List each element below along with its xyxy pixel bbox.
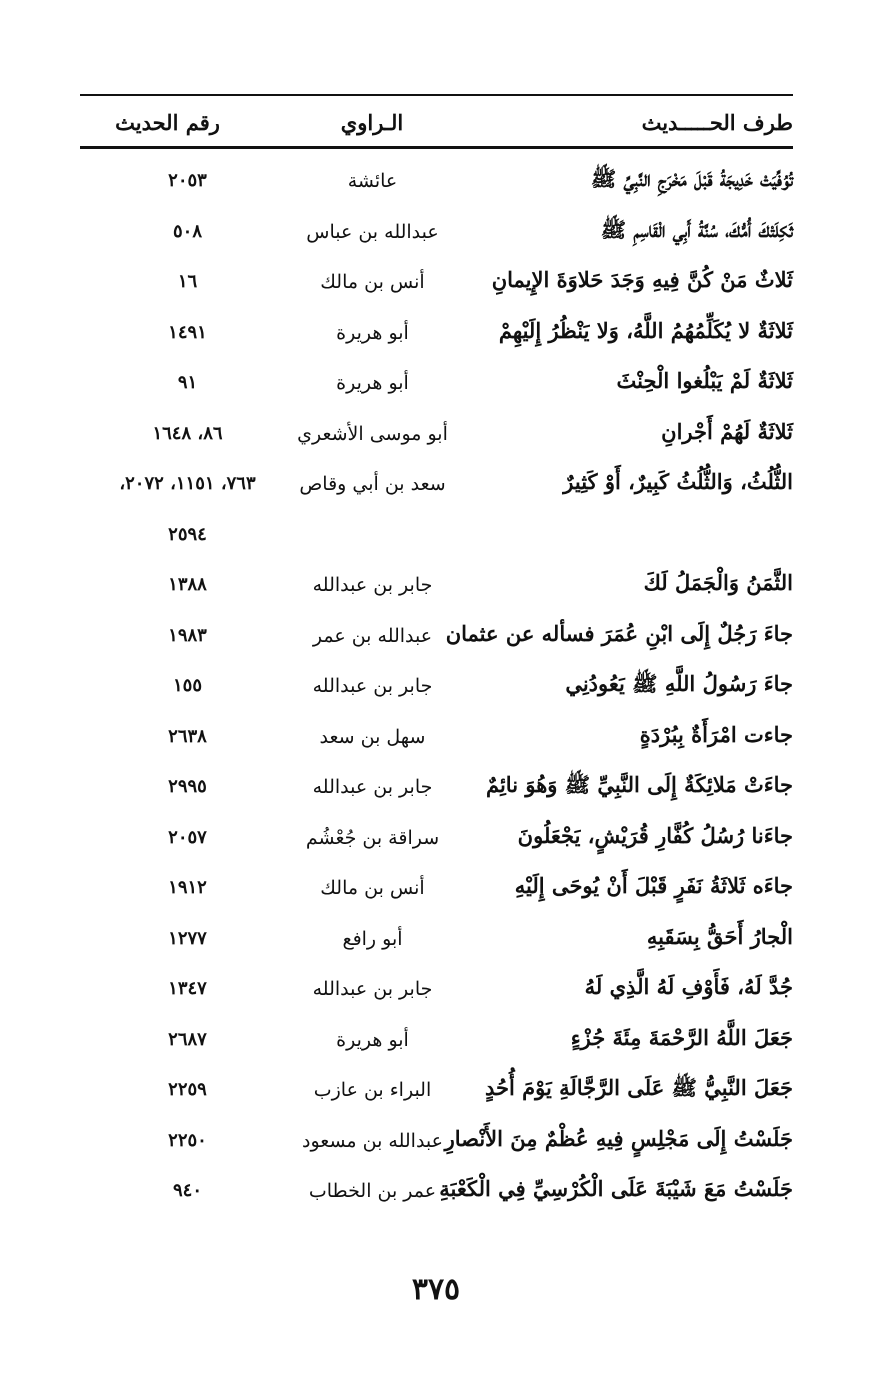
hadith-text: ثَلاثٌ مَنْ كُنَّ فِيهِ وَجَدَ حَلاوَةَ الإِيمانِ xyxy=(491,267,793,292)
hadith-number: ٩١ xyxy=(177,372,198,393)
narrator: أبو هريرة xyxy=(336,1028,409,1051)
top-rule xyxy=(80,94,793,96)
hadith-number: ١٦ xyxy=(177,271,198,292)
header-hadith: طرف الحـــــديث xyxy=(641,110,793,135)
table-row xyxy=(80,1170,793,1210)
narrator: سعد بن أبي وقاص xyxy=(299,473,446,495)
hadith-text: الْجارُ أَحَقُّ بِسَقَبِهِ xyxy=(646,923,793,949)
hadith-text: ثَكِلَتْكَ أُمُّكَ، سُنَّةُ أَبِي الْقَاسِمِ ﷺ xyxy=(600,216,793,242)
hadith-number: ٢٠٥٧ xyxy=(168,826,207,848)
table-row xyxy=(80,968,793,1008)
table-row xyxy=(80,867,793,907)
hadith-number: ١٢٧٧ xyxy=(168,927,207,949)
hadith-text: ثَلاثَةٌ لَمْ يَبْلُغوا الْحِنْثَ xyxy=(616,368,793,393)
table-row xyxy=(80,463,793,503)
narrator: جابر بن عبدالله xyxy=(312,675,433,697)
narrator: سراقة بن جُعْشُم xyxy=(305,826,440,849)
hadith-number: ١٩١٢ xyxy=(168,877,207,898)
hadith-text: جاءَه ثَلاثَةُ نَفَرٍ قَبْلَ أَنْ يُوحَى إِلَيْهِ xyxy=(514,873,793,898)
narrator: أبو هريرة xyxy=(336,372,409,394)
header-rule xyxy=(80,146,793,149)
table-row xyxy=(80,716,793,756)
table-row xyxy=(80,160,793,200)
hadith-number: ١٤٩١ xyxy=(168,321,207,343)
hadith-text: الثُّلُثُ، وَالثُّلُثُ كَبِيرٌ، أَوْ كَثِيرٌ xyxy=(563,469,793,494)
table-row xyxy=(80,261,793,301)
table-row xyxy=(80,362,793,402)
narrator: عائشة xyxy=(347,170,398,192)
table-row xyxy=(80,1120,793,1160)
hadith-number: ٩٤٠ xyxy=(172,1180,202,1201)
hadith-number: ٢٦٨٧ xyxy=(168,1028,207,1050)
header-number: رقم الحديث xyxy=(115,110,220,135)
hadith-text: جاءَ رَسُولُ اللَّهِ ﷺ يَعُودُنِي xyxy=(565,671,793,696)
narrator: جابر بن عبدالله xyxy=(312,574,433,596)
table-row xyxy=(80,615,793,655)
hadith-number: ٥٠٨ xyxy=(172,220,202,242)
hadith-text: تُوُفِّيَتْ خَدِيجَةُ قَبْلَ مَخْرَجِ النَّبِيِّ ﷺ xyxy=(590,166,793,191)
hadith-number: ٢٦٣٨ xyxy=(168,725,207,747)
hadith-number: ٢٥٩٤ xyxy=(168,523,207,545)
page-number: ٣٧٥ xyxy=(411,1272,461,1307)
hadith-number: ٨٦، ١٦٤٨ xyxy=(152,422,223,444)
table-row xyxy=(80,514,793,554)
hadith-text: جَلَسْتُ مَعَ شَيْبَةَ عَلَى الْكُرْسِيِّ فِي الْكَعْبَةِ xyxy=(439,1176,793,1201)
table-row xyxy=(80,1069,793,1109)
hadith-number: ١٣٨٨ xyxy=(168,574,207,595)
hadith-number: ٢٠٥٣ xyxy=(168,170,207,191)
hadith-text: جاءَتْ مَلائِكَةٌ إِلَى النَّبِيِّ ﷺ وَهُوَ نائِمٌ xyxy=(485,772,793,797)
hadith-number: ٧٦٣، ١١٥١، ٢٠٧٢، xyxy=(119,473,256,494)
hadith-number: ٢٩٩٥ xyxy=(168,776,207,797)
narrator: أبو هريرة xyxy=(336,321,409,344)
table-header xyxy=(80,104,793,144)
narrator: أبو رافع xyxy=(342,927,403,950)
table-row xyxy=(80,665,793,705)
hadith-number: ٢٢٥٩ xyxy=(168,1079,207,1100)
hadith-text: ثَلاثَةٌ لا يُكَلِّمُهُمُ اللَّهُ، وَلا يَنْظُرُ إِلَيْهِمْ xyxy=(498,317,793,343)
hadith-text: جُدَّ لَهُ، فَأَوْفِ لَهُ الَّذِي لَهُ xyxy=(584,974,793,999)
hadith-number: ١٥٥ xyxy=(172,675,202,696)
hadith-text: جاءت امْرَأَةٌ بِبُرْدَةٍ xyxy=(639,721,793,747)
hadith-text: جَعَلَ اللَّهُ الرَّحْمَةَ مِئَةَ جُزْءٍ xyxy=(570,1024,793,1050)
table-row xyxy=(80,1019,793,1059)
hadith-number: ١٣٤٧ xyxy=(168,978,207,999)
hadith-text: الثَّمَنُ وَالْجَمَلُ لَكَ xyxy=(643,570,793,595)
narrator: أنس بن مالك xyxy=(320,271,425,293)
table-row xyxy=(80,918,793,958)
narrator: عبدالله بن عمر xyxy=(312,624,433,647)
narrator: البراء بن عازب xyxy=(313,1079,432,1101)
header-narrator: الـراوي xyxy=(340,110,404,135)
table-row xyxy=(80,766,793,806)
table-row xyxy=(80,211,793,251)
table-row xyxy=(80,817,793,857)
narrator: جابر بن عبدالله xyxy=(312,978,433,1000)
narrator: أنس بن مالك xyxy=(320,877,425,899)
hadith-text: ثَلاثَةٌ لَهُمْ أَجْرانِ xyxy=(661,418,793,444)
narrator: عمر بن الخطاب xyxy=(308,1180,437,1202)
hadith-text: جَعَلَ النَّبِيُّ ﷺ عَلَى الرَّجَّالَةِ يَوْمَ أُحُدٍ xyxy=(484,1075,793,1100)
narrator: سهل بن سعد xyxy=(319,725,426,748)
hadith-text: جاءَ رَجُلٌ إِلَى ابْنِ عُمَرَ فسأله عن عثمان xyxy=(445,620,793,646)
narrator: جابر بن عبدالله xyxy=(312,776,433,798)
narrator: عبدالله بن عباس xyxy=(306,220,439,243)
hadith-number: ٢٢٥٠ xyxy=(168,1129,207,1151)
narrator: عبدالله بن مسعود xyxy=(302,1129,443,1152)
narrator: أبو موسى الأشعري xyxy=(297,422,448,445)
table-row xyxy=(80,564,793,604)
hadith-number: ١٩٨٣ xyxy=(168,624,207,646)
table-row xyxy=(80,413,793,453)
hadith-text: جَلَسْتُ إِلَى مَجْلِسٍ فِيهِ عُظْمٌ مِنَ الأَنْصارِ xyxy=(444,1125,793,1151)
table-row xyxy=(80,312,793,352)
hadith-text: جاءَنا رُسُلُ كُفَّارِ قُرَيْشٍ، يَجْعَلُونَ xyxy=(517,822,793,848)
